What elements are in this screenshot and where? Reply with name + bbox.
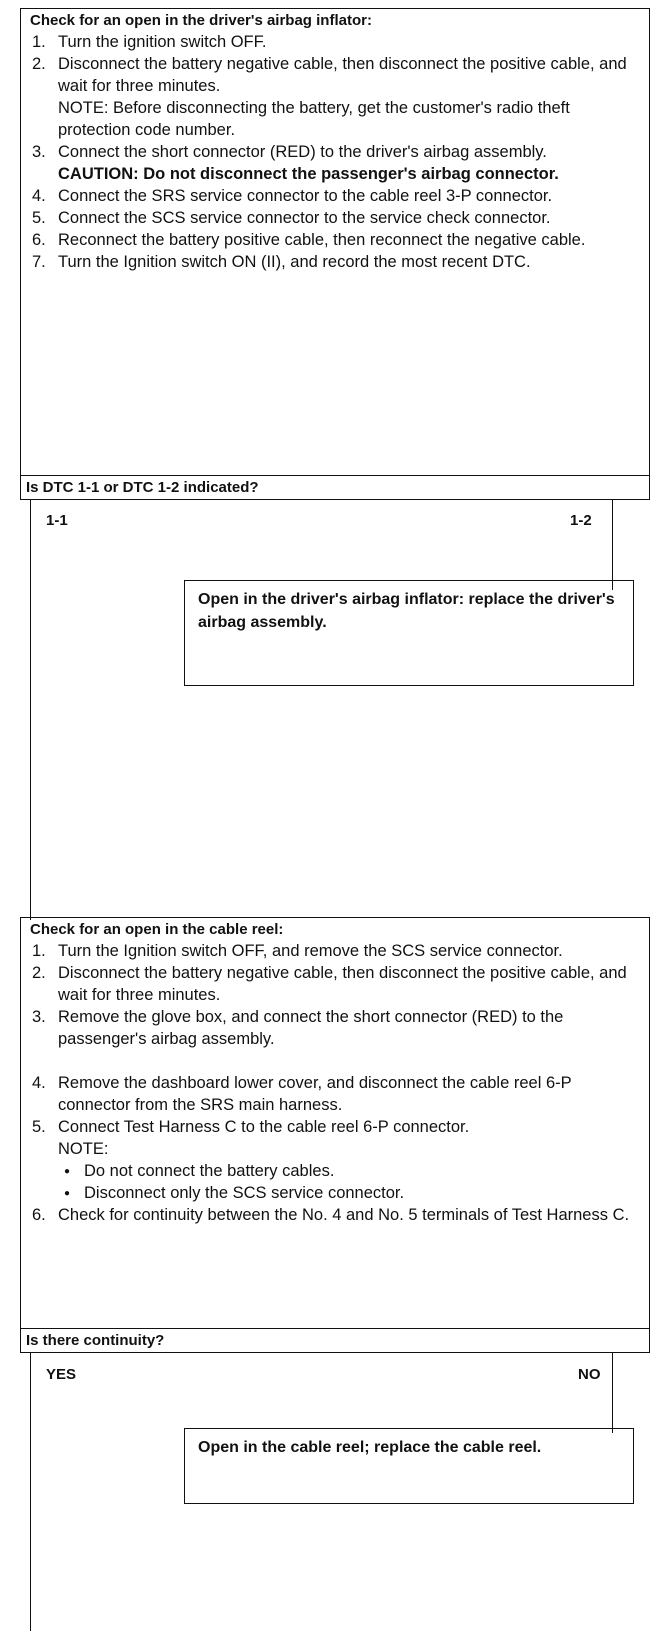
step-3: 3. Remove the glove box, and connect the short connector (RED) to the passenger's airbag assembly. <box>32 1008 564 1048</box>
procedure-1-steps <box>30 31 642 273</box>
step-4: 4. Remove the dashboard lower cover, and disconnect the cable reel 6-P connector from the SRS main harness. <box>32 1074 572 1114</box>
branch-label-1-1: 1-1 <box>46 512 68 529</box>
flow-line-1-left <box>30 500 31 920</box>
branch-label-yes: YES <box>46 1366 77 1383</box>
question-divider-1 <box>20 475 650 476</box>
flow-line-2-right <box>612 1353 613 1433</box>
procedure-1-content <box>30 12 642 273</box>
step-6: 6. Reconnect the battery positive cable, then reconnect the negative cable. <box>32 231 586 249</box>
note-label: NOTE: <box>58 1140 109 1158</box>
flow-line-1-right <box>612 500 613 590</box>
step-2: 2. Disconnect the battery negative cable, then disconnect the positive cable, and wait for three minutes. <box>32 964 627 1004</box>
note-bullets <box>58 1160 642 1204</box>
result-1-text: Open in the driver's airbag inflator: replace the driver's airbag assembly. <box>198 591 615 631</box>
procedure-2-content <box>30 921 642 1226</box>
question-divider-2 <box>20 1328 650 1329</box>
step-5: 5. Connect Test Harness C to the cable reel 6-P connector. NOTE: ● Do not connect the battery cables. ● Disconnect only the SCS service connector. <box>30 1116 642 1204</box>
procedure-2-steps <box>30 940 642 1226</box>
question-2: Is there continuity? <box>26 1332 165 1349</box>
step-6: 6. Check for continuity between the No. 4 and No. 5 terminals of Test Harness C. <box>32 1206 630 1224</box>
step-1: 1. Turn the Ignition switch OFF, and remove the SCS service connector. <box>32 942 563 960</box>
step-4: 4. Connect the SRS service connector to the cable reel 3-P connector. <box>32 187 553 205</box>
step-5: 5. Connect the SCS service connector to the service check connector. <box>32 209 551 227</box>
bullet-item: ● Do not connect the battery cables. <box>58 1160 642 1182</box>
step-3: 3. Connect the short connector (RED) to the driver's airbag assembly. CAUTION: Do not disconnect the passenger's airbag connector. <box>30 141 642 185</box>
question-1: Is DTC 1-1 or DTC 1-2 indicated? <box>26 479 259 496</box>
procedure-2-title: Check for an open in the cable reel: <box>30 921 284 938</box>
result-2-text: Open in the cable reel; replace the cable reel. <box>198 1439 542 1456</box>
step-2: 2. Disconnect the battery negative cable, then disconnect the positive cable, and wait for three minutes. NOTE: Before disconnecting the battery, get the customer's radio theft protection code number. <box>30 53 642 141</box>
procedure-1-title: Check for an open in the driver's airbag inflator: <box>30 12 372 29</box>
branch-label-no: NO <box>578 1366 601 1383</box>
caution: CAUTION: Do not disconnect the passenger's airbag connector. <box>58 165 559 183</box>
note: NOTE: Before disconnecting the battery, get the customer's radio theft protection code number. <box>58 99 570 139</box>
step-7: 7. Turn the Ignition switch ON (II), and record the most recent DTC. <box>32 253 531 271</box>
step-1: 1. Turn the ignition switch OFF. <box>32 33 267 51</box>
branch-label-1-2: 1-2 <box>570 512 592 529</box>
bullet-item: ● Disconnect only the SCS service connector. <box>58 1182 642 1204</box>
flow-line-2-left <box>30 1353 31 1631</box>
